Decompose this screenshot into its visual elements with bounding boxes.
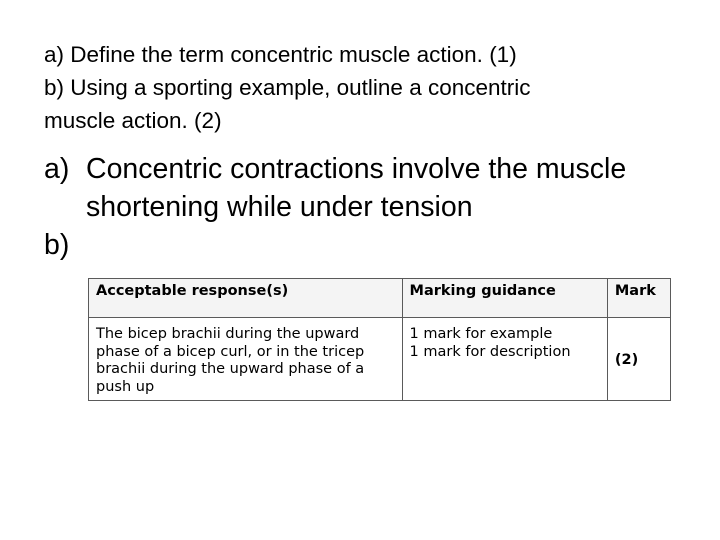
- answers-block: [44, 150, 694, 264]
- cell-guidance: [402, 318, 607, 401]
- answer-a-text: Concentric contractions involve the muscle shortening while under tension: [86, 153, 627, 223]
- table-header-row: [89, 279, 671, 318]
- question-line-b: b) Using a sporting example, outline a concentric: [44, 75, 531, 100]
- mark-scheme-table: [88, 278, 671, 401]
- answer-b: [44, 226, 694, 264]
- cell-mark: (2): [607, 318, 670, 401]
- header-marking-guidance: Marking guidance: [402, 279, 607, 318]
- question-line-a: a) Define the term concentric muscle action. (1): [44, 42, 517, 67]
- answer-a-label: a): [44, 153, 70, 185]
- header-acceptable-responses: Acceptable response(s): [89, 279, 403, 318]
- question-line-b-cont: muscle action. (2): [44, 108, 222, 133]
- cell-response: The bicep brachii during the upward phase of a bicep curl, or in the tricep brachii during the upward phase of a push up: [89, 318, 403, 401]
- question-block: [44, 38, 684, 137]
- answer-b-label: b): [44, 229, 70, 261]
- table-row: [89, 318, 671, 401]
- answer-a: [44, 150, 694, 226]
- guidance-line-1: 1 mark for example: [409, 326, 553, 342]
- header-mark: Mark: [607, 279, 670, 318]
- guidance-line-2: 1 mark for description: [409, 343, 571, 360]
